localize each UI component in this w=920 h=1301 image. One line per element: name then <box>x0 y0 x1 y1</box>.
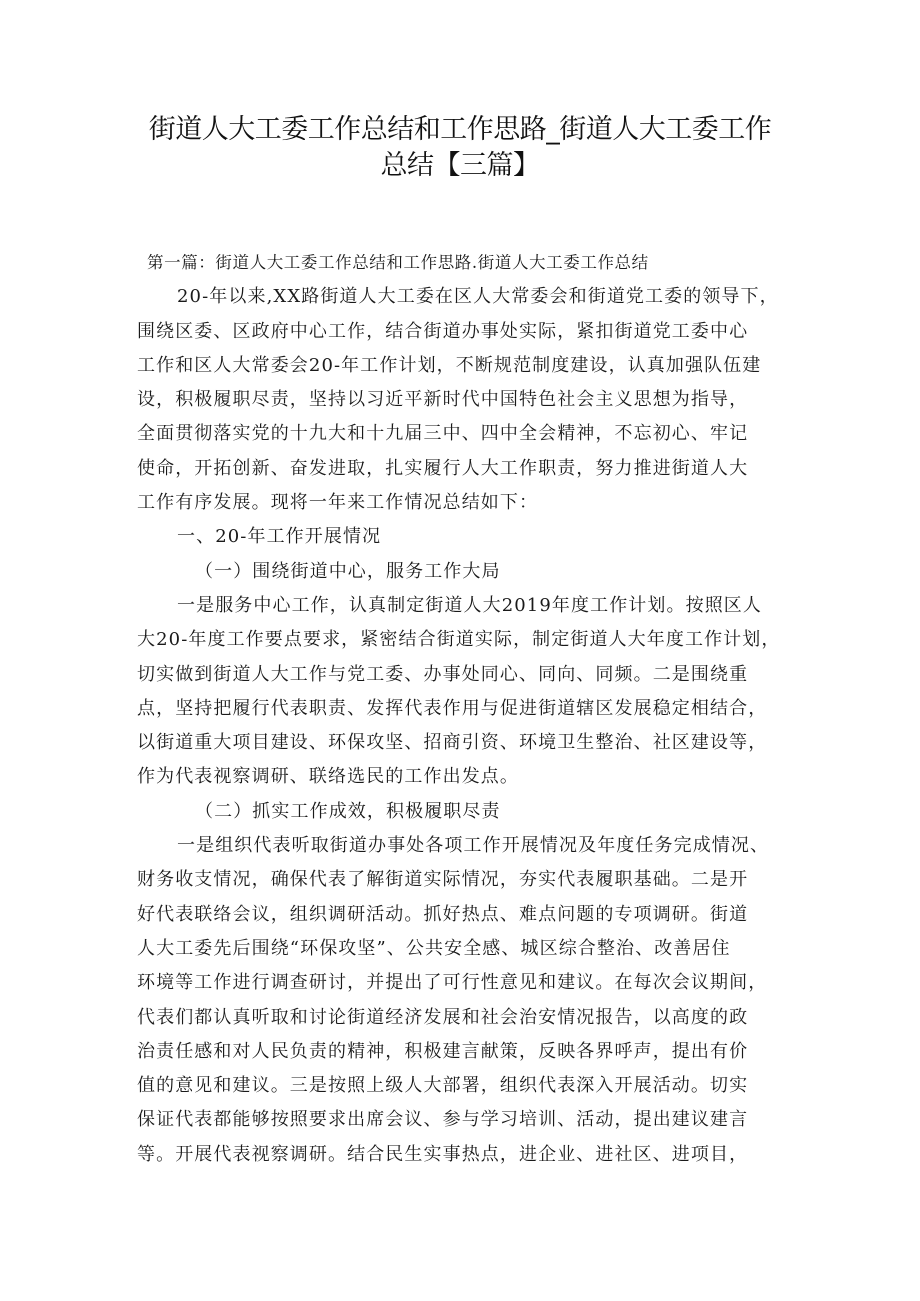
title-line-1: 街道人大工委工作总结和工作思路_街道人大工委工作 <box>148 114 772 145</box>
paragraph-line: 环境等工作进行调查研讨，并提出了可行性意见和建议。在每次会议期间， <box>137 972 768 994</box>
section-heading: 第一篇：街道人大工委工作总结和工作思路.街道人大工委工作总结 <box>147 253 649 272</box>
subheading-line: （一）围绕街道中心，服务工作大局 <box>195 560 501 582</box>
document-body <box>137 246 797 1172</box>
paragraph-line: 使命，开拓创新、奋发进取，扎实履行人大工作职责，努力推进街道人大 <box>137 457 749 479</box>
paragraph-line: 全面贯彻落实党的十九大和十九届三中、四中全会精神，不忘初心、牢记 <box>137 423 749 445</box>
paragraph-line: 值的意见和建议。三是按照上级人大部署，组织代表深入开展活动。切实 <box>137 1075 749 1097</box>
subheading-line: （二）抓实工作成效，积极履职尽责 <box>195 800 501 822</box>
paragraph-line: 好代表联络会议，组织调研活动。抓好热点、难点问题的专项调研。街道 <box>137 903 749 925</box>
paragraph-line: 作为代表视察调研、联络选民的工作出发点。 <box>137 766 519 788</box>
paragraph-line: 切实做到街道人大工作与党工委、办事处同心、同向、同频。二是围绕重 <box>137 663 749 685</box>
paragraph-line: 大20-年度工作要点要求，紧密结合街道实际，制定街道人大年度工作计划， <box>137 629 781 651</box>
paragraph-line: 代表们都认真听取和讨论街道经济发展和社会治安情况报告，以高度的政 <box>137 1006 749 1028</box>
paragraph-line: 20-年以来,XX路街道人大工委在区人大常委会和街道党工委的领导下， <box>177 286 779 308</box>
paragraph-line: 一是组织代表听取街道办事处各项工作开展情况及年度任务完成情况、 <box>177 835 770 857</box>
paragraph-line: 保证代表都能够按照要求出席会议、参与学习培训、活动，提出建议建言 <box>137 1109 749 1131</box>
document-title <box>140 112 780 184</box>
title-line-2: 总结【三篇】 <box>380 150 540 181</box>
paragraph-line: 人大工委先后围绕“环保攻坚”、公共安全感、城区综合整治、改善居住 <box>137 937 731 959</box>
paragraph-line: 财务收支情况，确保代表了解街道实际情况，夯实代表履职基础。二是开 <box>137 869 749 891</box>
paragraph-line: 设，积极履职尽责，坚持以习近平新时代中国特色社会主义思想为指导， <box>137 389 749 411</box>
paragraph-line: 围绕区委、区政府中心工作，结合街道办事处实际，紧扣街道党工委中心 <box>137 320 749 342</box>
heading-line: 一、20-年工作开展情况 <box>177 526 382 548</box>
paragraph-line: 以街道重大项目建设、环保攻坚、招商引资、环境卫生整治、社区建设等， <box>137 732 768 754</box>
paragraph-line: 等。开展代表视察调研。结合民生实事热点，进企业、进社区、进项目， <box>137 1143 749 1165</box>
paragraph-line: 工作有序发展。现将一年来工作情况总结如下： <box>137 492 539 514</box>
paragraph-line: 治责任感和对人民负责的精神，积极建言献策，反映各界呼声，提出有价 <box>137 1040 749 1062</box>
paragraph-line: 工作和区人大常委会20-年工作计划，不断规范制度建设，认真加强队伍建 <box>137 354 762 376</box>
paragraph-line: 一是服务中心工作，认真制定街道人大2019年度工作计划。按照区人 <box>177 594 763 616</box>
paragraph-line: 点，坚持把履行代表职责、发挥代表作用与促进街道辖区发展稳定相结合， <box>137 697 768 719</box>
